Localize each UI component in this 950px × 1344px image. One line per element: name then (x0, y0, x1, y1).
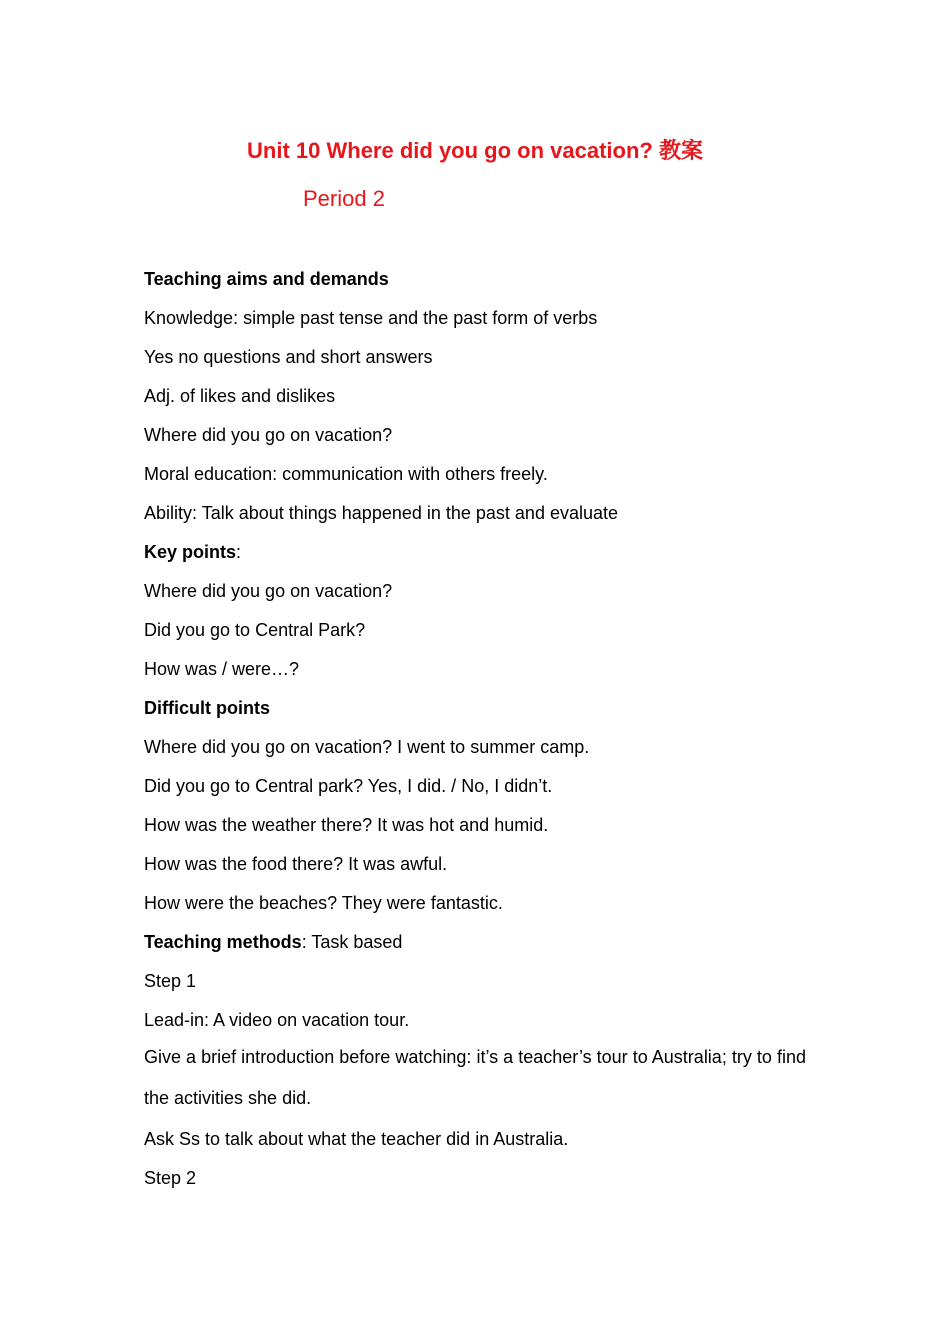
where-line: Where did you go on vacation? (144, 425, 393, 445)
key-point-3: How was / were…? (144, 659, 300, 679)
aims-heading: Teaching aims and demands (144, 269, 389, 289)
teaching-methods-heading: Teaching methods (144, 932, 302, 952)
teaching-methods-line (144, 931, 402, 953)
key-point-1: Where did you go on vacation? (144, 581, 393, 601)
step-2-label: Step 2 (144, 1168, 197, 1188)
difficult-point-5: How were the beaches? They were fantastic. (144, 893, 503, 913)
difficult-points-heading: Difficult points (144, 698, 270, 718)
ask-line: Ask Ss to talk about what the teacher did in Australia. (144, 1129, 569, 1149)
document-title: Unit 10 Where did you go on vacation? 教案 (247, 138, 703, 163)
adj-line: Adj. of likes and dislikes (144, 386, 336, 406)
difficult-point-4: How was the food there? It was awful. (144, 854, 448, 874)
key-points-colon: : (236, 542, 242, 562)
period-label: Period 2 (303, 186, 385, 211)
knowledge-line: Knowledge: simple past tense and the past form of verbs (144, 308, 598, 328)
key-points-heading: Key points (144, 542, 237, 562)
key-points-line (144, 541, 241, 563)
key-point-2: Did you go to Central Park? (144, 620, 366, 640)
lead-in-line: Lead-in: A video on vacation tour. (144, 1010, 410, 1030)
teaching-methods-text: : Task based (301, 932, 403, 952)
step-1-label: Step 1 (144, 971, 197, 991)
intro-paragraph: Give a brief introduction before watching: it’s a teacher’s tour to Australia; try to find the activities she did. (144, 1047, 806, 1108)
yes-no-line: Yes no questions and short answers (144, 347, 433, 367)
difficult-point-1: Where did you go on vacation? I went to summer camp. (144, 737, 590, 757)
difficult-point-3: How was the weather there? It was hot and humid. (144, 815, 549, 835)
difficult-point-2: Did you go to Central park? Yes, I did. / No, I didn’t. (144, 776, 553, 796)
moral-line: Moral education: communication with others freely. (144, 464, 548, 484)
ability-line: Ability: Talk about things happened in the past and evaluate (144, 503, 619, 523)
